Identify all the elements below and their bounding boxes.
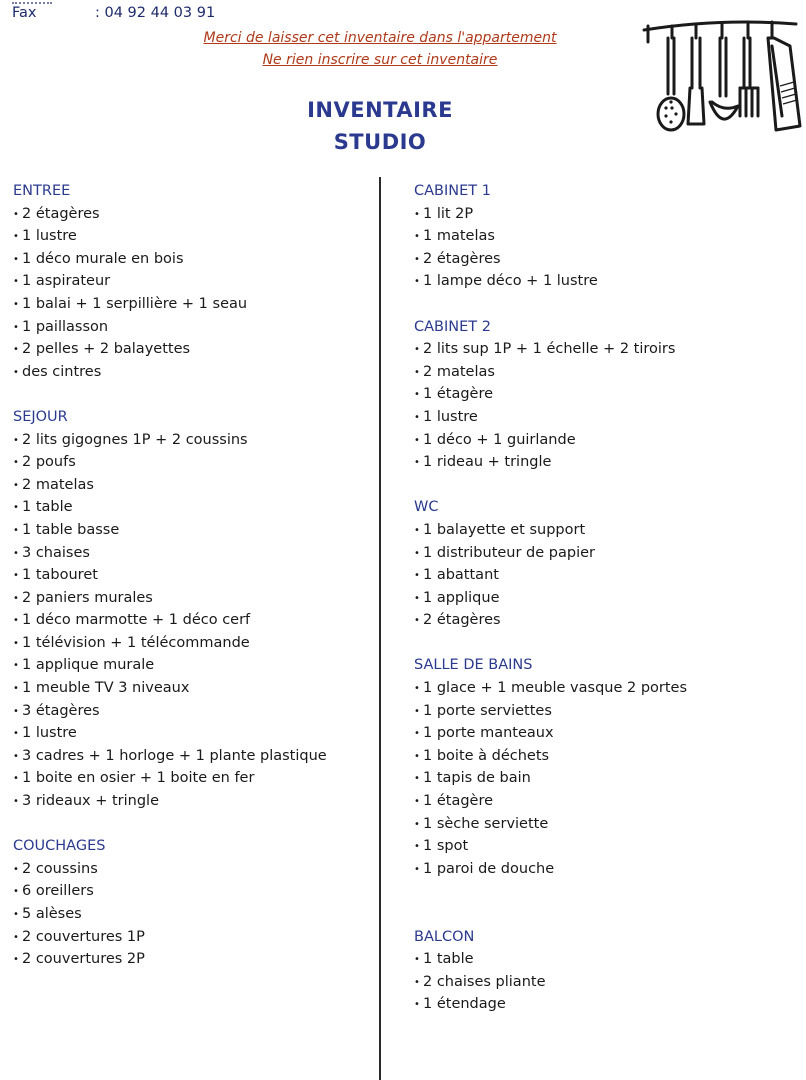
list-item: • 1 glace + 1 meuble vasque 2 portes: [414, 677, 804, 700]
bullet-icon: •: [414, 615, 420, 627]
section-gap: [13, 383, 373, 406]
section-cabinet-2: [414, 316, 804, 474]
list-item: • 1 tapis de bain: [414, 767, 804, 790]
list-item: • 2 étagères: [414, 609, 804, 632]
section-title: BALCON: [414, 928, 475, 945]
list-item: • 1 porte serviettes: [414, 700, 804, 723]
bullet-icon: •: [414, 547, 420, 559]
bullet-icon: •: [414, 366, 420, 378]
bullet-icon: •: [414, 818, 420, 830]
list-item: • 2 couvertures 1P: [13, 926, 373, 949]
cropped-header-text: [12, 0, 52, 4]
section-title: SEJOUR: [13, 408, 68, 425]
list-item: • 1 balayette et support: [414, 519, 804, 542]
bullet-icon: •: [13, 570, 19, 582]
list-item: • 3 rideaux + tringle: [13, 790, 373, 813]
bullet-icon: •: [414, 344, 420, 356]
list-item: • 1 étendage: [414, 993, 804, 1016]
bullet-icon: •: [13, 683, 19, 695]
list-item: • 2 matelas: [414, 361, 804, 384]
bullet-icon: •: [13, 344, 19, 356]
list-item: • 1 matelas: [414, 225, 804, 248]
bullet-icon: •: [414, 705, 420, 717]
bullet-icon: •: [13, 457, 19, 469]
list-item: • 1 tabouret: [13, 564, 373, 587]
bullet-icon: •: [13, 592, 19, 604]
list-item: • 1 boite à déchets: [414, 745, 804, 768]
fax-label: Fax: [12, 5, 37, 21]
list-item: • 2 matelas: [13, 474, 373, 497]
section-title: COUCHAGES: [13, 838, 106, 855]
list-item: • 1 table basse: [13, 519, 373, 542]
bullet-icon: •: [414, 457, 420, 469]
bullet-icon: •: [13, 276, 19, 288]
section-title: WC: [414, 499, 439, 516]
bullet-icon: •: [13, 954, 19, 966]
bullet-icon: •: [414, 276, 420, 288]
list-item: • 1 télévision + 1 télécommande: [13, 632, 373, 655]
bullet-icon: •: [414, 773, 420, 785]
list-item: • 1 balai + 1 serpillière + 1 seau: [13, 293, 373, 316]
bullet-icon: •: [414, 683, 420, 695]
bullet-icon: •: [13, 231, 19, 243]
bullet-icon: •: [13, 434, 19, 446]
bullet-icon: •: [414, 253, 420, 265]
bullet-icon: •: [13, 208, 19, 220]
section-balcon: [414, 926, 804, 1016]
list-item: • 6 oreillers: [13, 880, 373, 903]
list-item: • 5 alèses: [13, 903, 373, 926]
list-item: • 3 chaises: [13, 542, 373, 565]
list-item: • 2 chaises pliante: [414, 971, 804, 994]
list-item: • 1 étagère: [414, 383, 804, 406]
list-item: • 1 table: [13, 496, 373, 519]
bullet-icon: •: [13, 750, 19, 762]
bullet-icon: •: [414, 796, 420, 808]
list-item: • 1 lustre: [414, 406, 804, 429]
bullet-icon: •: [414, 863, 420, 875]
bullet-icon: •: [414, 841, 420, 853]
section-entree: [13, 180, 373, 383]
list-item: • 2 poufs: [13, 451, 373, 474]
list-item: • 2 étagères: [414, 248, 804, 271]
list-item: • 1 porte manteaux: [414, 722, 804, 745]
section-gap: [414, 474, 804, 497]
list-item: • 1 lit 2P: [414, 203, 804, 226]
section-sejour: [13, 406, 373, 813]
bullet-icon: •: [13, 253, 19, 265]
list-item: • 1 applique: [414, 587, 804, 610]
section-gap: [414, 293, 804, 316]
bullet-icon: •: [414, 389, 420, 401]
bullet-icon: •: [13, 524, 19, 536]
list-item: • 2 lits sup 1P + 1 échelle + 2 tiroirs: [414, 338, 804, 361]
list-item: • 1 déco marmotte + 1 déco cerf: [13, 609, 373, 632]
bullet-icon: •: [414, 750, 420, 762]
bullet-icon: •: [13, 863, 19, 875]
section-title: CABINET 1: [414, 183, 491, 199]
bullet-icon: •: [414, 954, 420, 966]
right-column: [414, 180, 804, 1016]
notice-do-not-write: Ne rien inscrire sur cet inventaire: [262, 52, 498, 68]
bullet-icon: •: [13, 909, 19, 920]
left-column: [13, 180, 373, 971]
section-gap: [414, 632, 804, 655]
bullet-icon: •: [414, 728, 420, 740]
list-item: • 1 aspirateur: [13, 270, 373, 293]
list-item: • 1 lustre: [13, 722, 373, 745]
list-item: • 1 table: [414, 948, 804, 971]
bullet-icon: •: [414, 976, 420, 988]
fax-number: : 04 92 44 03 91: [95, 5, 216, 21]
list-item: • 1 paroi de douche: [414, 858, 804, 881]
page-title: INVENTAIRE: [307, 98, 453, 122]
bullet-icon: •: [13, 321, 19, 333]
bullet-icon: •: [414, 999, 420, 1011]
list-item: • 1 abattant: [414, 564, 804, 587]
bullet-icon: •: [13, 660, 19, 672]
list-item: • 1 meuble TV 3 niveaux: [13, 677, 373, 700]
list-item: • 1 rideau + tringle: [414, 451, 804, 474]
bullet-icon: •: [414, 592, 420, 604]
list-item: • 2 étagères: [13, 203, 373, 226]
bullet-icon: •: [414, 434, 420, 446]
section-gap: [414, 880, 804, 903]
list-item: • 2 couvertures 2P: [13, 948, 373, 971]
section-couchages: [13, 835, 373, 971]
list-item: • des cintres: [13, 361, 373, 384]
section-cabinet-1: [414, 180, 804, 293]
bullet-icon: •: [13, 728, 19, 740]
bullet-icon: •: [414, 208, 420, 220]
bullet-icon: •: [13, 366, 19, 378]
list-item: • 1 lampe déco + 1 lustre: [414, 270, 804, 293]
list-item: • 1 lustre: [13, 225, 373, 248]
notice-keep-inventory: Merci de laisser cet inventaire dans l'appartement: [203, 30, 557, 46]
bullet-icon: •: [414, 411, 420, 423]
list-item: • 1 déco murale en bois: [13, 248, 373, 271]
list-item: • 2 coussins: [13, 858, 373, 881]
section-salle-de-bains: [414, 654, 804, 880]
list-item: • 1 applique murale: [13, 654, 373, 677]
list-item: • 3 étagères: [13, 700, 373, 723]
page-subtitle: STUDIO: [333, 130, 427, 154]
list-item: • 3 cadres + 1 horloge + 1 plante plastique: [13, 745, 373, 768]
bullet-icon: •: [414, 524, 420, 536]
bullet-icon: •: [414, 570, 420, 582]
bullet-icon: •: [13, 502, 19, 514]
bullet-icon: •: [414, 231, 420, 243]
kitchen-utensils-icon: [640, 16, 806, 136]
section-gap: [13, 813, 373, 836]
bullet-icon: •: [13, 479, 19, 491]
fax-line: [12, 5, 216, 21]
bullet-icon: •: [13, 637, 19, 649]
list-item: • 2 paniers murales: [13, 587, 373, 610]
list-item: • 1 déco + 1 guirlande: [414, 429, 804, 452]
bullet-icon: •: [13, 886, 19, 898]
bullet-icon: •: [13, 298, 19, 310]
list-item: • 1 boite en osier + 1 boite en fer: [13, 767, 373, 790]
list-item: • 1 paillasson: [13, 316, 373, 339]
column-divider: [379, 177, 381, 1080]
bullet-icon: •: [13, 773, 19, 785]
bullet-icon: •: [13, 705, 19, 717]
list-item: • 2 pelles + 2 balayettes: [13, 338, 373, 361]
bullet-icon: •: [13, 796, 19, 808]
section-title: SALLE DE BAINS: [414, 657, 533, 674]
section-title: ENTREE: [13, 183, 71, 199]
list-item: • 1 sèche serviette: [414, 813, 804, 836]
list-item: • 2 lits gigognes 1P + 2 coussins: [13, 429, 373, 452]
section-wc: [414, 496, 804, 632]
list-item: • 1 distributeur de papier: [414, 542, 804, 565]
bullet-icon: •: [13, 615, 19, 627]
list-item: • 1 étagère: [414, 790, 804, 813]
section-title: CABINET 2: [414, 318, 491, 335]
bullet-icon: •: [13, 547, 19, 559]
list-item: • 1 spot: [414, 835, 804, 858]
bullet-icon: •: [13, 931, 19, 943]
section-gap: [414, 903, 804, 926]
